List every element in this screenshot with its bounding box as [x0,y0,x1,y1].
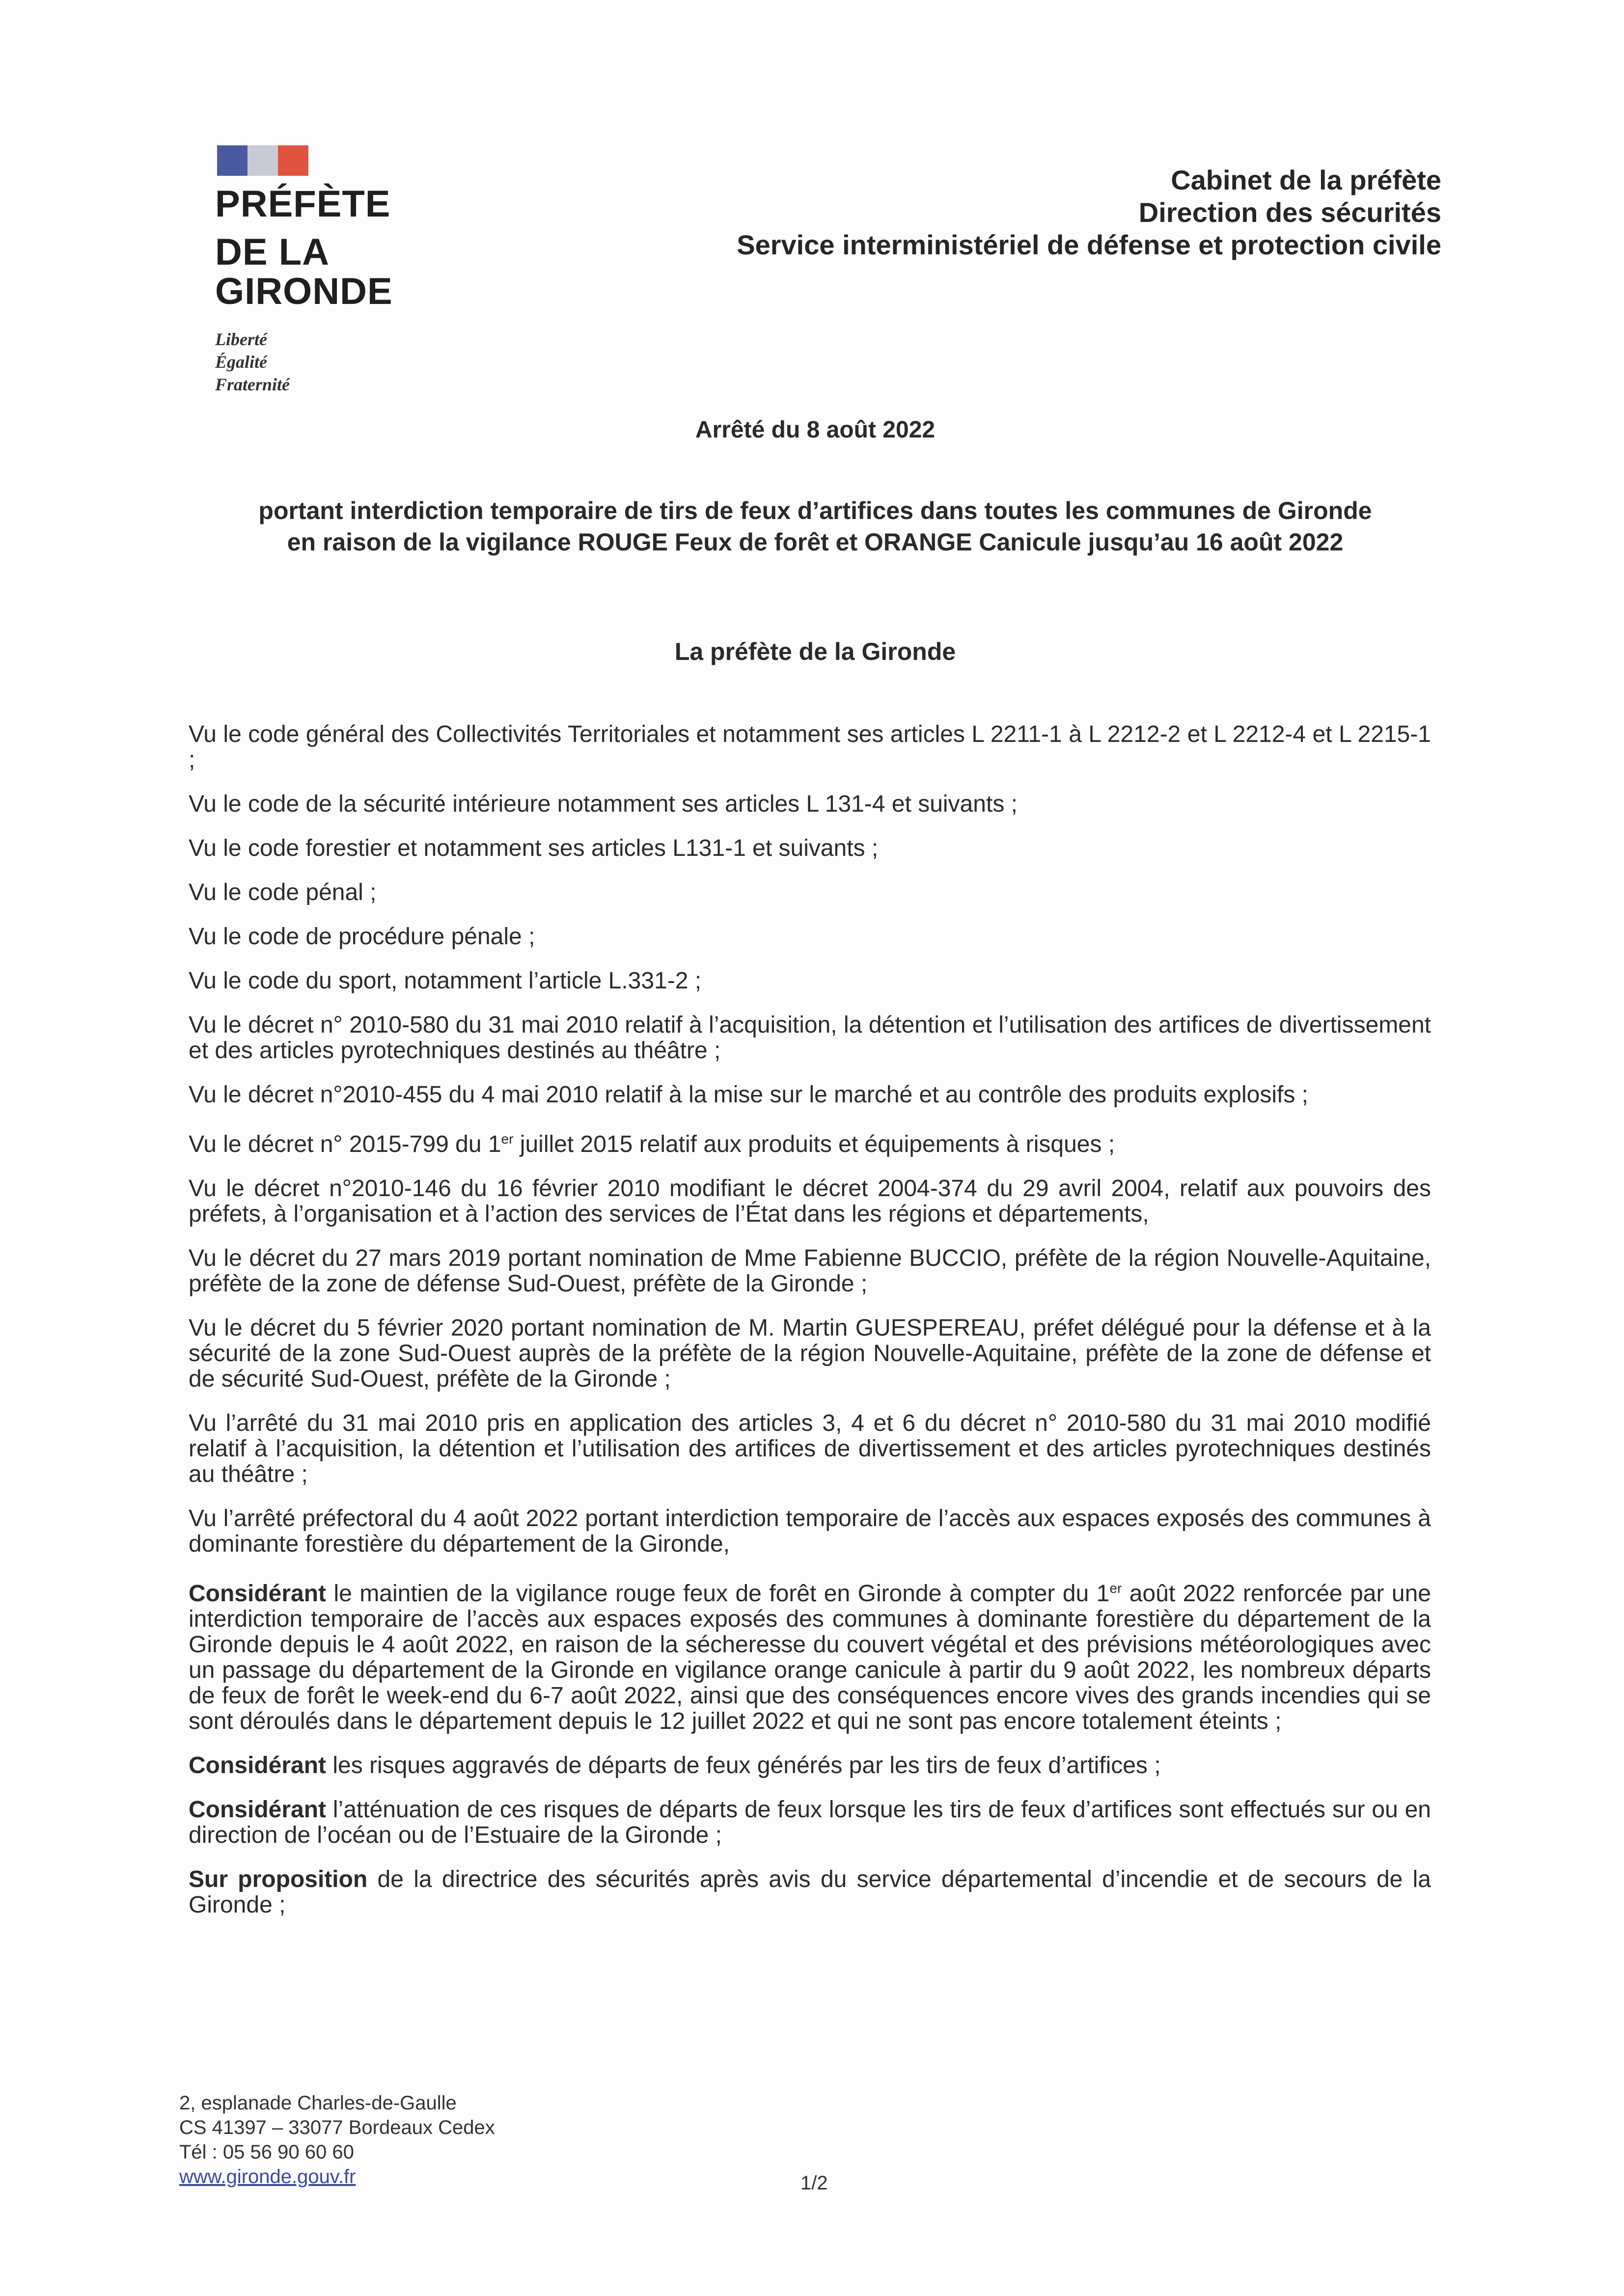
page-number: 1/2 [800,2172,828,2194]
visa-paragraph: Vu le code général des Collectivités Territoriales et notamment ses articles L 2211-1 à L 2212-2 et L 2212-4 et L 2215-1 ; [189,721,1431,773]
paragraph-lead: Considérant [189,1752,327,1778]
header-service: Service interministériel de défense et protection civile [737,229,1441,260]
footer-address-line2: CS 41397 – 33077 Bordeaux Cedex [179,2117,495,2138]
footer-phone: Tél : 05 56 90 60 60 [179,2141,354,2163]
motto-fraternite: Fraternité [215,375,290,394]
logo-name-line2: DE LA GIRONDE [215,231,393,312]
considerant-paragraph: Considérant les risques aggravés de départs de feux générés par les tirs de feux d’artifices ; [189,1752,1161,1778]
visa-paragraph: Vu le décret n°2010-146 du 16 février 2010 modifiant le décret 2004-374 du 29 avril 2004, relatif aux pouvoirs des préfets, à l’organisation et à l’action des services de l’État dans les régions et départements, [189,1175,1431,1227]
visa-paragraph: Vu l’arrêté du 31 mai 2010 pris en application des articles 3, 4 et 6 du décret n° 2010-580 du 31 mai 2010 modifié relatif à l’acquisition, la détention et l’utilisation des artifices de divertissement et des articles pyrotechniques destinés au théâtre ; [189,1410,1431,1487]
visa-paragraph: Vu l’arrêté préfectoral du 4 août 2022 portant interdiction temporaire de l’accès aux espaces exposés des communes à dominante forestière du département de la Gironde, [189,1505,1431,1557]
footer-contact [179,2091,495,2189]
footer-address-line1: 2, esplanade Charles-de-Gaulle [179,2092,457,2114]
header-direction: Direction des sécurités [1138,197,1441,228]
visa-paragraph: Vu le code de procédure pénale ; [189,924,535,950]
visa-paragraph: Vu le code forestier et notamment ses articles L131-1 et suivants ; [189,835,879,861]
footer-website-link[interactable]: www.gironde.gouv.fr [179,2166,356,2187]
visa-paragraph: Vu le code de la sécurité intérieure notamment ses articles L 131-4 et suivants ; [189,791,1018,817]
logo-name-line1: PRÉFÈTE [215,183,391,225]
motto-egalite: Égalité [215,352,267,372]
issuing-authority: La préfète de la Gironde [674,638,956,665]
issuing-service-header [737,164,1441,261]
paragraph-lead: Sur proposition [189,1866,368,1892]
prefecture-logo [215,145,510,396]
subject-line1: portant interdiction temporaire de tirs de feux d’artifices dans toutes les communes de Gironde [258,497,1372,524]
visa-paragraph: Vu le décret n° 2010-580 du 31 mai 2010 relatif à l’acquisition, la détention et l’utilisation des artifices de divertissement et des articles pyrotechniques destinés au théâtre ; [189,1012,1431,1064]
visa-paragraph: Vu le décret du 27 mars 2019 portant nomination de Mme Fabienne BUCCIO, préfète de la région Nouvelle-Aquitaine, préfète de la zone de défense Sud-Ouest, préfète de la Gironde ; [189,1245,1431,1297]
visa-paragraph: Vu le code du sport, notamment l’article L.331-2 ; [189,968,702,994]
motto-liberte: Liberté [215,329,267,349]
considerant-paragraph: Considérant l’atténuation de ces risques de départs de feux lorsque les tirs de feux d’artifices sont effectués sur ou en direction de l’océan ou de l’Estuaire de la Gironde ; [189,1797,1431,1848]
visa-paragraph: Vu le décret n°2010-455 du 4 mai 2010 relatif à la mise sur le marché et au contrôle des produits explosifs ; [189,1082,1308,1108]
logo-motto [215,328,510,396]
header-cabinet: Cabinet de la préfète [1171,164,1441,195]
arrete-subject [177,495,1454,558]
visa-paragraph: Vu le code pénal ; [189,879,377,905]
proposition-paragraph: Sur proposition de la directrice des sécurités après avis du service départemental d’incendie et de secours de la Gironde ; [189,1866,1431,1918]
paragraph-lead: Considérant [189,1797,327,1823]
considerant-paragraph: Considérant le maintien de la vigilance rouge feux de forêt en Gironde à compter du 1er août 2022 renforcée par une interdiction temporaire de l’accès aux espaces exposés des communes à dominante forestière du département de la Gironde depuis le 4 août 2022, en raison de la sécheresse du couvert végétal et des prévisions météorologiques avec un passage du département de la Gironde en vigilance orange canicule à partir du 9 août 2022, les nombreux départs de feux de forêt le week-end du 6-7 août 2022, ainsi que des conséquences encore vives des grands incendies qui se sont déroulés dans le département depuis le 12 juillet 2022 et qui ne sont pas encore totalement éteints ; [189,1581,1431,1734]
paragraph-lead: Considérant [189,1581,327,1607]
french-flag-icon [217,145,308,176]
visa-paragraph: Vu le décret du 5 février 2020 portant nomination de M. Martin GUESPEREAU, préfet délégué pour la défense et à la sécurité de la zone Sud-Ouest auprès de la préfète de la région Nouvelle-Aquitaine, préfète de la zone de défense et de sécurité Sud-Ouest, préfète de la Gironde ; [189,1315,1431,1392]
arrete-title: Arrêté du 8 août 2022 [695,417,936,443]
visa-paragraph: Vu le décret n° 2015-799 du 1er juillet 2015 relatif aux produits et équipements à risques ; [189,1131,1115,1157]
document-body [189,722,1431,1937]
subject-line2: en raison de la vigilance ROUGE Feux de forêt et ORANGE Canicule jusqu’au 16 août 2022 [287,528,1344,556]
